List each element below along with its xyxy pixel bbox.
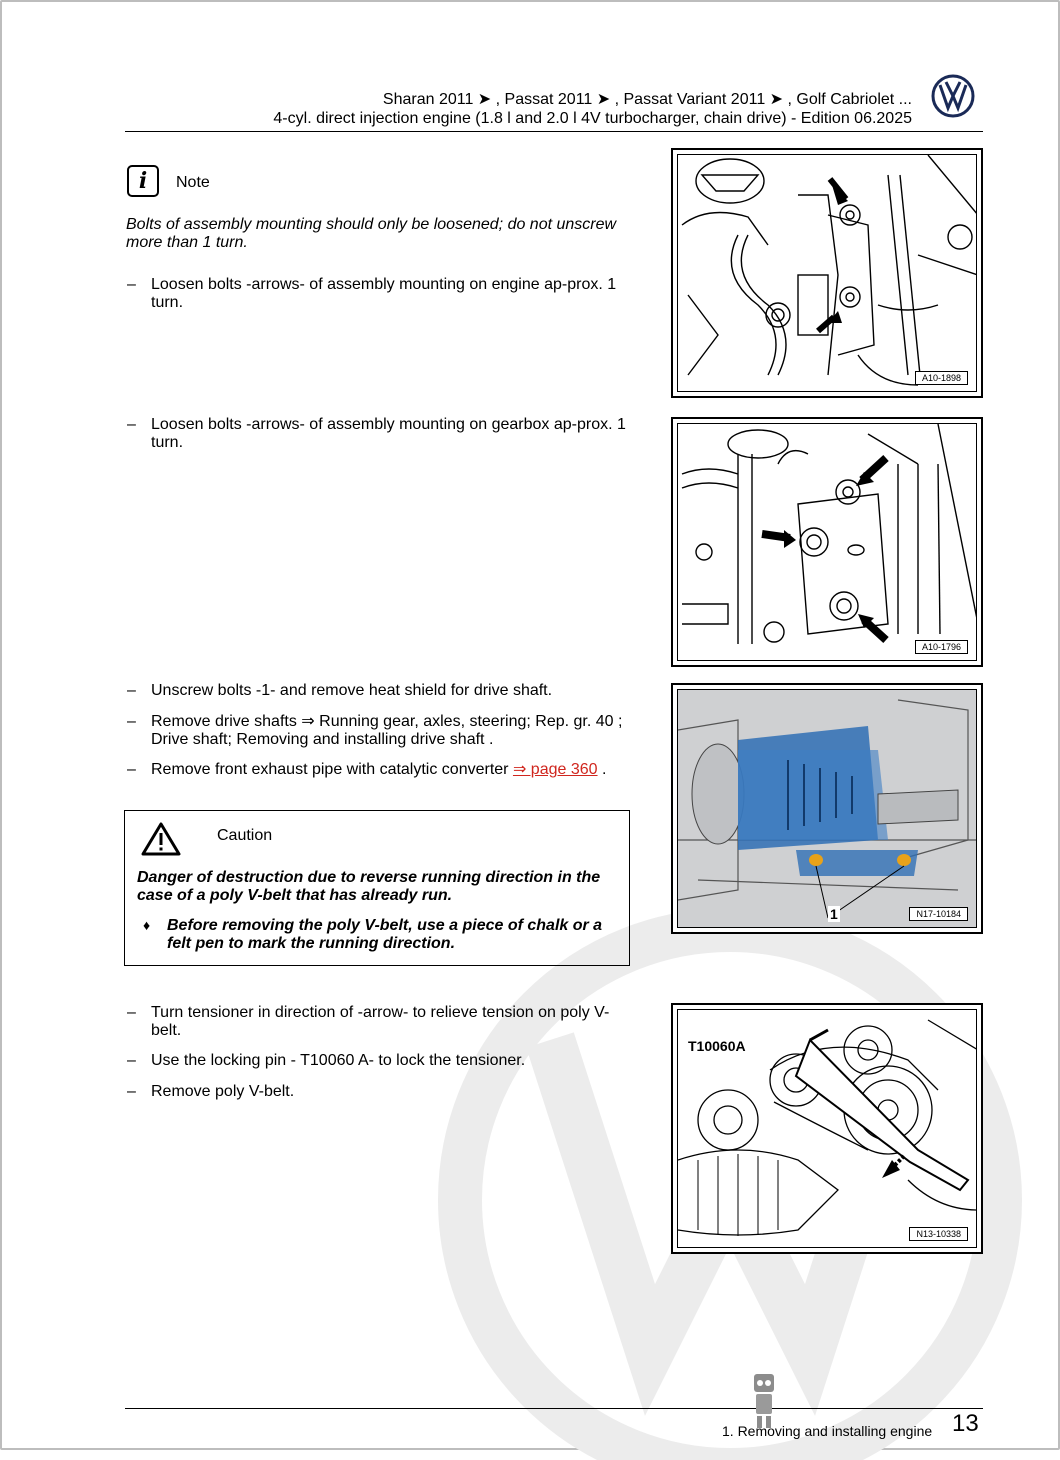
engine-mount-illustration [678,155,977,392]
caution-title: Caution [217,827,273,844]
step-loosen-gearbox-mount [127,416,627,452]
step-text: Loosen bolts -arrows- of assembly mounting on engine ap-prox. 1 turn. [151,276,617,311]
figure-code: A10-1796 [915,640,968,654]
step-text: Remove poly V-belt. [151,1083,295,1100]
step-dash: – [127,416,136,433]
step-remove-heat-shield [127,682,627,700]
callout-number: 1 [830,906,838,922]
step-lock-tensioner [127,1052,627,1070]
step-loosen-engine-mount [127,276,627,312]
step-text: Unscrew bolts -1- and remove heat shield for drive shaft. [151,682,553,699]
step-text: Use the locking pin - T10060 A- to lock the tensioner. [151,1052,526,1069]
step-turn-tensioner [127,1004,627,1040]
step-dash: – [127,1004,136,1021]
caution-box [124,810,630,966]
figure-tensioner [671,1003,983,1254]
tool-label: T10060A [688,1038,746,1054]
mascot-robot-icon [748,1370,780,1430]
figure-heat-shield [671,683,983,934]
step-dash: – [127,713,136,730]
figure-code: N17-10184 [909,907,968,921]
figure-code: A10-1898 [915,371,968,385]
header-rule [125,131,983,132]
caution-text: Danger of destruction due to reverse running direction in the case of a poly V-belt that has already run. [137,869,601,904]
step-remove-exhaust-pipe [127,761,627,779]
header-models: Sharan 2011 ➤ , Passat 2011 ➤ , Passat Variant 2011 ➤ , Golf Cabriolet ... [382,91,912,108]
step-dash: – [127,276,136,293]
step-remove-drive-shafts [127,713,627,749]
step-dash: – [127,1052,136,1069]
gearbox-mount-illustration [678,424,977,661]
step-text: Loosen bolts -arrows- of assembly mounting on gearbox ap-prox. 1 turn. [151,416,626,451]
step-text: Remove drive shafts ⇒ Running gear, axles, steering; Rep. gr. 40 ; Drive shaft; Removing and installing drive shaft . [151,713,623,748]
step-text: Turn tensioner in direction of -arrow- to relieve tension on poly V-belt. [151,1004,610,1039]
figure-code: N13-10338 [909,1227,968,1241]
note-title: Note [176,174,210,191]
step-text-end: . [597,761,607,778]
step-dash: – [127,682,136,699]
footer-rule [125,1408,983,1409]
warning-triangle-icon [141,821,181,857]
step-dash: – [127,761,136,778]
footer-section-title: 1. Removing and installing engine [722,1423,933,1439]
bullet-diamond-icon: ♦ [143,917,151,933]
step-text: Remove front exhaust pipe with catalytic converter [151,761,513,778]
step-remove-belt [127,1083,627,1101]
caution-bullet-text: Before removing the poly V-belt, use a piece of chalk or a felt pen to mark the running direction. [167,917,603,952]
page-360-link[interactable]: ⇒ page 360 [512,761,598,778]
info-icon: i [127,165,159,197]
note-text: Bolts of assembly mounting should only be loosened; do not unscrew more than 1 turn. [126,216,617,251]
vw-logo-icon [931,74,975,118]
step-dash: – [127,1083,136,1100]
heat-shield-illustration [678,690,977,928]
page-number: 13 [952,1410,979,1437]
header-engine: 4-cyl. direct injection engine (1.8 l and 2.0 l 4V turbocharger, chain drive) - Edition 06.2025 [273,110,912,127]
figure-gearbox-mount [671,417,983,667]
figure-engine-mount [671,148,983,398]
